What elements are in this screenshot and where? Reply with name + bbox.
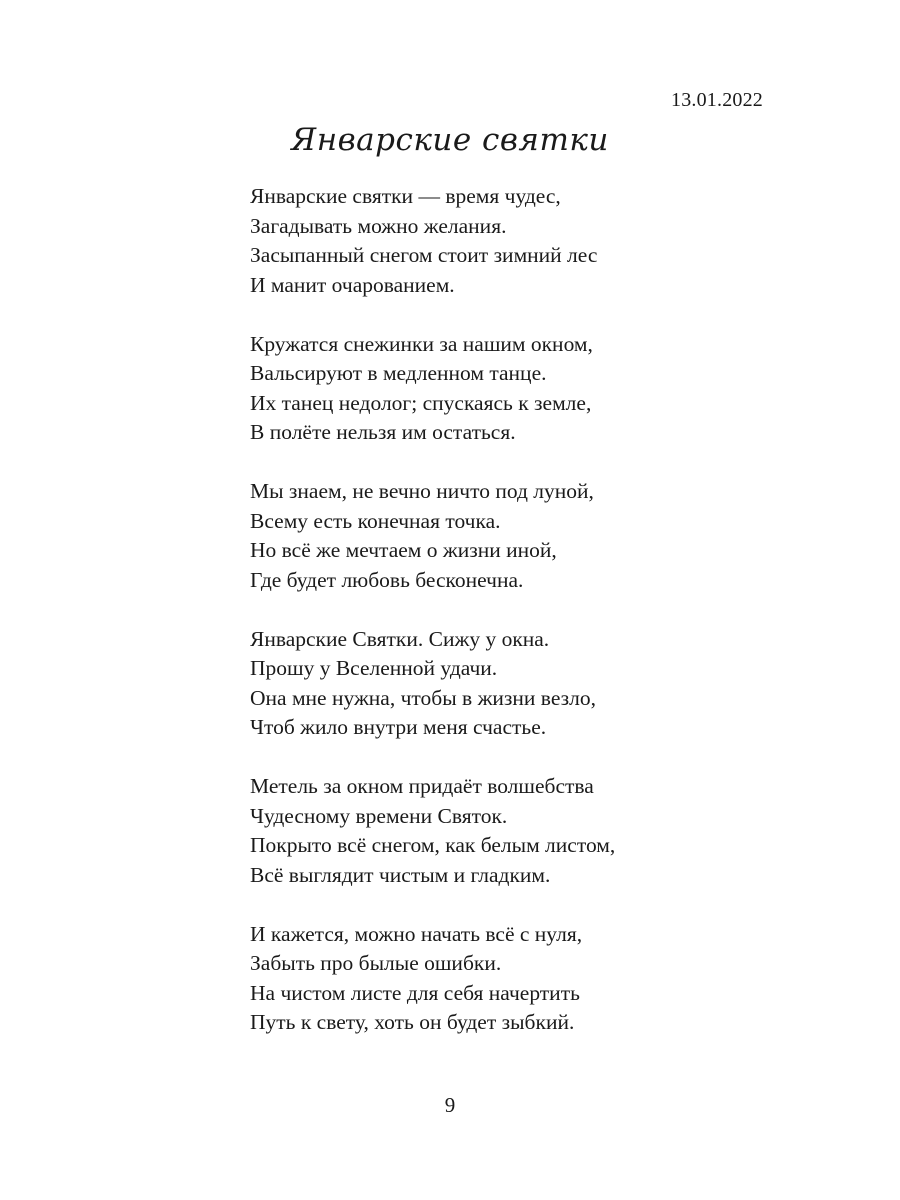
- poem-line: Покрыто всё снегом, как белым листом,: [250, 833, 616, 857]
- poem-line: Всему есть конечная точка.: [250, 508, 501, 533]
- poem-line: Путь к свету, хоть он будет зыбкий.: [250, 1010, 575, 1034]
- poem-line: Январские Святки. Сижу у окна.: [250, 626, 550, 651]
- stanza: [250, 182, 810, 300]
- stanza: [250, 920, 810, 1038]
- poem-line: Она мне нужна, чтобы в жизни везло,: [250, 685, 596, 710]
- poem-line: Чудесному времени Святок.: [250, 803, 508, 828]
- poem-line: Январские святки — время чудес,: [250, 184, 561, 208]
- poem-line: И манит очарованием.: [250, 272, 455, 297]
- poem-title: Январские святки: [291, 122, 609, 158]
- poem-line: Но всё же мечтаем о жизни иной,: [250, 538, 557, 562]
- poem-body: [250, 182, 810, 1067]
- poem-line: Засыпанный снегом стоит зимний лес: [250, 243, 598, 267]
- stanza: [250, 772, 810, 890]
- poem-line: Мы знаем, не вечно ничто под луной,: [250, 479, 594, 503]
- poem-line: Забыть про былые ошибки.: [250, 951, 502, 975]
- stanza: [250, 625, 810, 743]
- poem-line: Прошу у Вселенной удачи.: [250, 656, 498, 680]
- poem-line: Их танец недолог; спускаясь к земле,: [250, 390, 592, 415]
- poem-line: И кажется, можно начать всё с нуля,: [250, 921, 583, 946]
- stanza: [250, 477, 810, 595]
- poem-line: Метель за окном придаёт волшебства: [250, 774, 594, 798]
- poem-line: Где будет любовь бесконечна.: [250, 567, 524, 592]
- poem-line: Кружатся снежинки за нашим окном,: [250, 331, 593, 356]
- poem-date: 13.01.2022: [671, 89, 763, 111]
- poem-line: Вальсируют в медленном танце.: [250, 361, 547, 385]
- poem-line: Всё выглядит чистым и гладким.: [250, 862, 551, 887]
- poem-line: В полёте нельзя им остаться.: [250, 420, 516, 444]
- poem-line: На чистом листе для себя начертить: [250, 980, 580, 1005]
- page-number: 9: [444, 1093, 456, 1117]
- stanza: [250, 330, 810, 448]
- poem-line: Загадывать можно желания.: [250, 213, 507, 238]
- poem-line: Чтоб жило внутри меня счастье.: [250, 715, 547, 739]
